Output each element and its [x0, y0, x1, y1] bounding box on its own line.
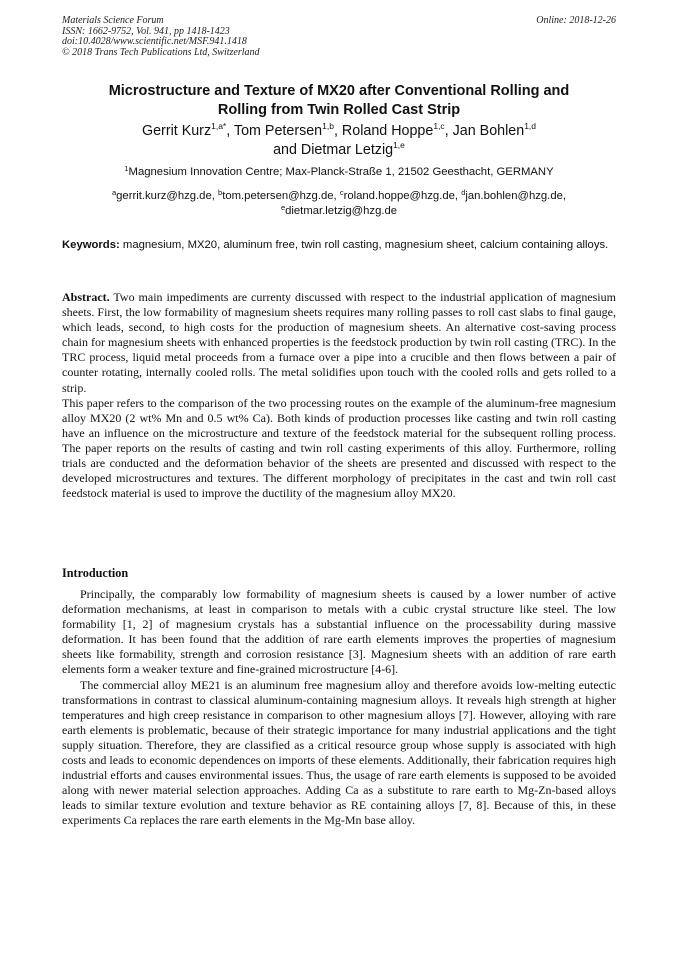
author-emails: $^a$gerrit.kurz@hzg.de, $^b$tom.petersen@hzg.de, $^c$roland.hoppe@hzg.de, $^d$jan.bohlen@hzg.de, $^e$dietmar.letzig@hzg.de [111, 188, 567, 217]
author-affil-mark: 1,d [524, 121, 537, 131]
email-address[interactable]: tom.petersen@hzg.de [222, 190, 334, 202]
issn-line: ISSN: 1662-9752, Vol. 941, pp 1418-1423 [62, 25, 230, 37]
doi-line: doi:10.4028/www.scientific.net/MSF.941.1418 [62, 36, 247, 48]
keywords [62, 238, 616, 253]
paper-title [62, 82, 616, 120]
author-name: Dietmar Letzig [300, 142, 394, 158]
email-mark: a [111, 188, 117, 197]
affiliation [62, 165, 616, 180]
email-mark: d [461, 188, 466, 197]
title-line-2: Rolling from Twin Rolled Cast Strip [217, 102, 461, 118]
email-address[interactable]: gerrit.kurz@hzg.de [116, 190, 212, 202]
abstract-label: Abstract. [62, 290, 110, 304]
author-affil-mark: 1,a* [211, 121, 227, 131]
email-address[interactable]: roland.hoppe@hzg.de [343, 190, 455, 202]
abstract-text: Two main impediments are currenty discussed with respect to the industrial application of magnesium sheets. First, the low formability of magnesium sheets requires many rolling passes to roll cast slabs to final gauge, which leads, second, to high costs for the production of magnesium sheets. An alternative cost-saving process chain for magnesium sheets with enhanced properties is the feedstock production by twin roll casting (TRC). In the TRC process, liquid metal proceeds from a furnace over a pipe into a crucible and then flows between a pair of counter rotating, internally cooled rolls. The metal solidifies upon touch with the cooled rolls and gets rolled to a strip. [62, 290, 616, 395]
journal-name: Materials Science Forum [62, 15, 164, 26]
email-mark: c [339, 188, 344, 197]
abstract-paragraph: This paper refers to the comparison of the two processing routes on the example of the aluminum-free magnesium alloy MX20 (2 wt% Mn and 0.5 wt% Ca). Both kinds of production processes like casting and twin roll casting have an influence on the microstructure and texture of the feedstock material for the subsequent rolling process. The paper reports on the results of casting and twin roll casting experiments of this alloy. Furthermore, rolling trials are conducted and the deformation behavior of the sheets are presented and discussed with respect to the developed microstructures and textures. The different morphology of precipitates in the cast and twin roll cast feedstock material is used to improve the ductility of the magnesium alloy MX20. [62, 395, 616, 501]
intro-paragraph: The commercial alloy ME21 is an aluminum free magnesium alloy and therefore avoids low-melting eutectic transformations in contrast to classical aluminum-containing magnesium alloys. It reveals high strength at higher temperatures and high creep resistance in comparison to other magnesium alloys [7]. However, alloying with rare earth elements is problematic, because of their strategic importance for many industrial applications and the tight supply situation. Therefore, they are classified as a critical resource group whose supply is associated with high costs and leads to economic dependences on imports of these elements. Additionally, their fabrication requires high industrial efforts and causes environmental issues. Thus, the usage of rare earth elements is supposed to be avoided along with newer material selection approaches. Adding Ca as a substitute to rare earth to Mg-Zn-based alloys leads to similar texture evolution and texture behavior as RE containing alloys [7, 8]. Because of this, in these experiments Ca replaces the rare earth elements in the Mg-Mn base alloy. [62, 677, 616, 828]
intro-paragraph: Principally, the comparably low formability of magnesium sheets is caused by a lower number of active deformation mechanisms, at least in comparison to metals with a cubic crystal structure like steel. The low formability [1, 2] of magnesium crystals has a substantial influence on the processability during massive deformation. It has been found that the addition of rare earth elements improves the properties of magnesium sheets like formability, strength and corrosion resistance [3]. Magnesium sheets with an addition of rare earth elements form a weaker texture and fine-grained microstructure [4-6]. [62, 587, 616, 677]
keywords-text: magnesium, MX20, aluminum free, twin roll casting, magnesium sheet, calcium containing alloys. [122, 239, 609, 251]
online-date: Online: 2018-12-26 [536, 15, 616, 26]
copyright-line: © 2018 Trans Tech Publications Ltd, Switzerland [62, 46, 260, 58]
affiliation-text: Magnesium Innovation Centre; Max-Planck-Straße 1, 21502 Geesthacht, GERMANY [128, 166, 554, 178]
author-name: Jan Bohlen [452, 123, 525, 139]
author-name: Roland Hoppe [341, 123, 434, 139]
abstract [62, 290, 616, 501]
author-affil-mark: 1,b [322, 121, 334, 131]
email-mark: e [280, 203, 286, 212]
abstract-paragraph [62, 290, 616, 396]
author-name: Tom Petersen [233, 123, 323, 139]
email-address[interactable]: dietmar.letzig@hzg.de [285, 205, 398, 217]
keywords-label: Keywords: [62, 239, 120, 251]
author-name: Gerrit Kurz [141, 123, 212, 139]
email-mark: b [218, 188, 223, 197]
author-affil-mark: 1,e [393, 140, 405, 150]
email-address[interactable]: jan.bohlen@hzg.de [465, 190, 563, 202]
author-affil-mark: 1,c [433, 121, 445, 131]
section-heading: Introduction [62, 566, 129, 580]
title-line-1: Microstructure and Texture of MX20 after Conventional Rolling and [108, 83, 570, 99]
introduction-section [62, 587, 616, 829]
affiliation-mark: 1 [124, 164, 129, 173]
author-list: Gerrit Kurz$^{1,a*}$, Tom Petersen$^{1,b}$, Roland Hoppe$^{1,c}$, Jan Bohlen$^{1,d}$ and Dietmar Letzig$^{1,e}$ [141, 121, 537, 158]
journal-header [62, 16, 616, 58]
